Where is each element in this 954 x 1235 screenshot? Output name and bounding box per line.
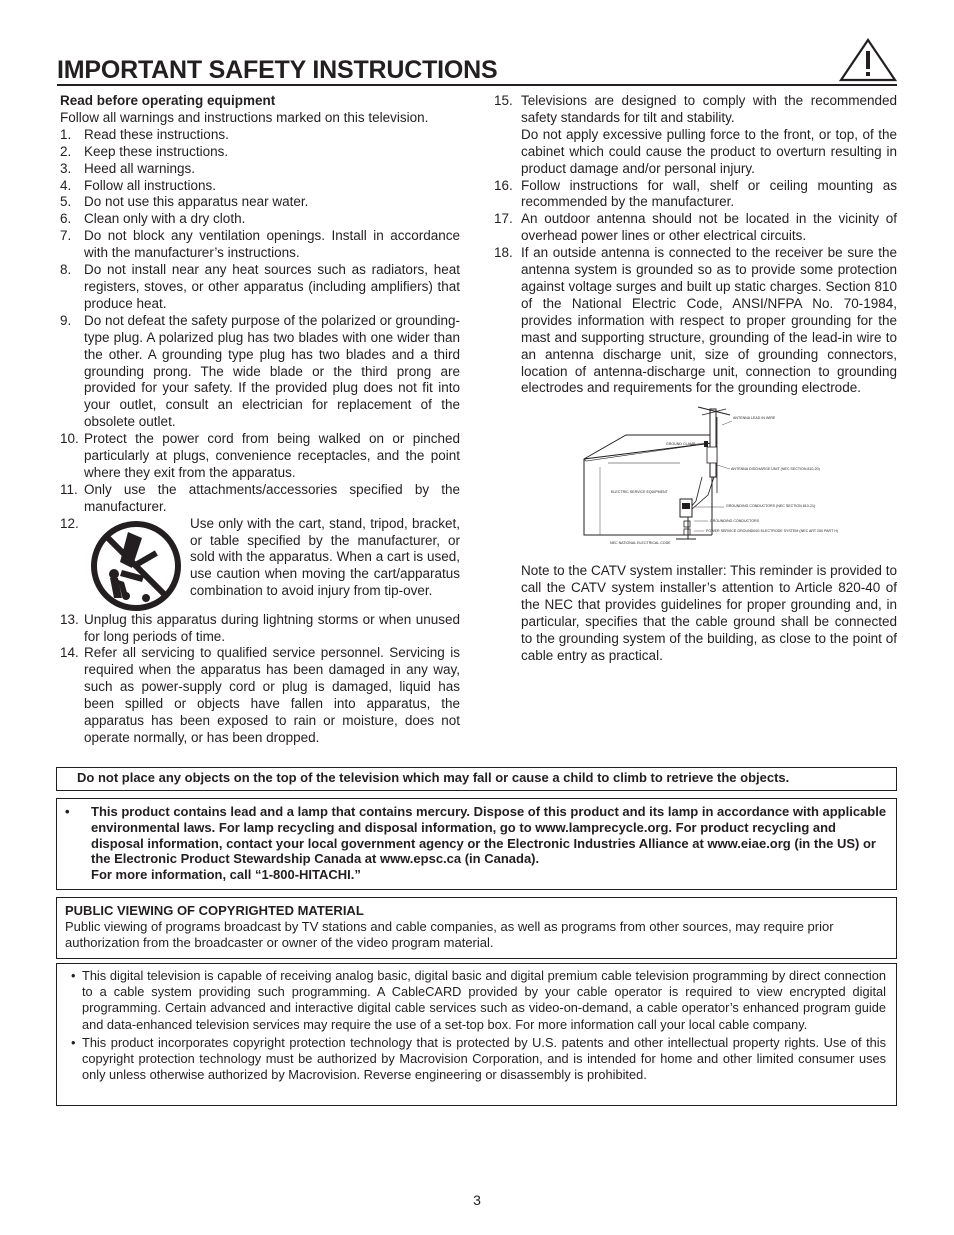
item-number: 2.: [60, 143, 72, 159]
list-item: [60, 127, 460, 144]
list-item: [60, 313, 460, 431]
instruction-list-left-2: [60, 612, 460, 747]
list-item: [60, 144, 460, 161]
item-text: If an outside antenna is connected to the receiver be sure the antenna system is grounded so as to provide some protection against voltage surges and built up static charges. Section 810 of the National Electric Code, ANSI/NFPA No. 70-1984, provides information with respect to proper grounding for the mast and supporting structure, grounding of the lead-in wire to an antenna discharge unit, size of grounding connectors, location of antenna-discharge unit, connection to grounding electrodes and requirements for the grounding electrode.: [521, 245, 897, 396]
item-number: 11.: [60, 481, 78, 497]
bullet-row: [63, 804, 888, 883]
top-objects-warning-box: [56, 767, 897, 791]
item-number: 14.: [60, 645, 79, 661]
public-viewing-text: Public viewing of programs broadcast by TV stations and cable companies, as well as programs from other sources, may require prior authorization from the broadcaster or owner of the video program material.: [65, 918, 834, 950]
list-item: [60, 612, 460, 646]
item-text: Use only with the cart, stand, tripod, bracket, or table specified by the manufacturer, or sold with the apparatus. When a cart is used, use caution when moving the cart/apparatus combination to avoid injury from tip-over.: [190, 515, 460, 599]
diagram-label-nec: NEC NATIONAL ELECTRICAL CODE: [610, 541, 671, 546]
item-text: Clean only with a dry cloth.: [84, 211, 246, 227]
bullet: •: [71, 968, 76, 983]
intro-text: Follow all warnings and instructions marked on this television.: [60, 109, 429, 125]
list-item: [60, 228, 460, 262]
item-number: 15.: [494, 93, 513, 108]
notice-text: [91, 804, 888, 883]
catv-installer-note: Note to the CATV system installer: This reminder is provided to call the CATV system installer’s attention to Article 820-40 of the NEC that provides guidelines for proper grounding and, in particular, specifies that the cable ground shall be connected to the grounding system of the building, as close to the point of cable entry as practical.: [521, 563, 897, 663]
page-number: 3: [473, 1192, 481, 1208]
item-number: 4.: [60, 177, 72, 193]
antenna-grounding-diagram: [580, 403, 838, 551]
warning-triangle-icon: [839, 38, 897, 82]
item-number: 8.: [60, 262, 72, 278]
item-text: Protect the power cord from being walked on or pinched particularly at plugs, convenience receptacles, and the point where they exit from the apparatus.: [84, 431, 460, 480]
list-item: [60, 178, 460, 195]
title-rule: [57, 84, 897, 86]
instruction-list-right: [494, 93, 897, 397]
item-text: An outdoor antenna should not be located in the vicinity of overhead power lines or other electrical circuits.: [521, 211, 897, 244]
item-text: Unplug this apparatus during lightning storms or when unused for long periods of time.: [84, 611, 460, 644]
notice-text: This product incorporates copyright protection technology that is protected by U.S. patents and other intellectual property rights. Use of this copyright protection technology must be authorized by Macrovision Corporation, and is intended for home and other limited consumer uses only unless otherwise authorized by Macrovision. Reverse engineering or disassembly is prohibited.: [82, 1034, 886, 1083]
item-text: [521, 93, 897, 178]
bullet: •: [65, 804, 70, 819]
item-text: Do not install near any heat sources such as radiators, heat registers, stoves, or other apparatus (including amplifiers) that produce heat.: [84, 262, 460, 311]
item-number: 7.: [60, 228, 72, 244]
diagram-label-antenna: ANTENNA LEAD IN WIRE: [733, 416, 776, 421]
item-text-para: Televisions are designed to comply with the recommended safety standards for tilt and stability.: [521, 93, 897, 125]
diagram-label-discharge-unit: ANTENNA DISCHARGE UNIT (NEC SECTION 810-20): [731, 467, 820, 472]
diagram-label-power-service: POWER SERVICE GROUNDING ELECTRODE SYSTEM (NEC ART 250 PART H): [706, 529, 838, 534]
list-item: [60, 431, 460, 482]
notice-text: Do not place any objects on the top of the television which may fall or cause a child to climb to retrieve the objects.: [77, 770, 790, 785]
bullet: •: [71, 1034, 76, 1050]
item-number: 17.: [494, 211, 513, 227]
list-item: [71, 1035, 886, 1084]
instruction-list-left: [60, 127, 460, 516]
lead-mercury-notice-box: [56, 798, 897, 890]
list-item: [494, 245, 897, 397]
item-text: Do not use this apparatus near water.: [84, 194, 309, 210]
item-number: 16.: [494, 177, 513, 193]
list-item: [494, 93, 897, 178]
public-viewing-heading: PUBLIC VIEWING OF COPYRIGHTED MATERIAL: [65, 903, 364, 918]
list-item: [60, 194, 460, 211]
item-text: Follow instructions for wall, shelf or ceiling mounting as recommended by the manufacturer.: [521, 177, 897, 210]
item-number: 12.: [60, 515, 79, 531]
item-number: 3.: [60, 160, 72, 176]
list-item: [494, 178, 897, 212]
item-number: 9.: [60, 312, 72, 328]
digital-tv-notice-box: [56, 963, 897, 1106]
notice-text: This digital television is capable of receiving analog basic, digital basic and digital premium cable television programming by direct connection to a cable system providing such programming. A CableCARD provided by your cable operator is required to view encrypted digital programming. Certain advanced and interactive digital cable services such as video-on-demand, a cable operator’s enhanced program guide and data-enhanced television services may require the use of a set-top box. For more information call your local cable company.: [82, 968, 886, 1032]
diagram-label-grounding-conductors: GROUNDING CONDUCTORS: [710, 519, 760, 524]
item-number: 5.: [60, 194, 72, 210]
intro-heading: Read before operating equipment: [60, 93, 276, 108]
item-number: 18.: [494, 245, 513, 261]
diagram-label-electric-service: ELECTRIC SERVICE EQUIPMENT: [611, 490, 668, 495]
diagram-label-grounding-conductors-nec: GROUNDING CONDUCTORS (NEC SECTION 810-21): [726, 504, 816, 509]
item-text: Follow all instructions.: [84, 177, 217, 193]
left-column: [60, 93, 460, 747]
item-text: Heed all warnings.: [84, 160, 196, 176]
page-title: IMPORTANT SAFETY INSTRUCTIONS: [57, 56, 498, 84]
list-item: [494, 211, 897, 245]
item-number: 10.: [60, 431, 79, 447]
item-text-para: Do not apply excessive pulling force to the front, or top, of the cabinet which could cause the product to overturn resulting in product damage and/or personal injury.: [521, 126, 897, 176]
cart-warning-item: [60, 516, 460, 612]
list-item: [60, 262, 460, 313]
item-number: 13.: [60, 611, 79, 627]
list-item: [60, 482, 460, 516]
list-item: [60, 211, 460, 228]
notice-text-main: This product contains lead and a lamp that contains mercury. Dispose of this product and its lamp in accordance with applicable environmental laws. For lamp recycling and disposal information, go to www.lamprecycle.org. For product recycling and disposal information, contact your local government agency or the Electronic Industries Alliance at www.eiae.org (in the US) or the Electronic Product Stewardship Canada at www.epsc.ca (in Canada).: [91, 804, 887, 867]
item-text: Read these instructions.: [84, 126, 229, 142]
list-item: [60, 161, 460, 178]
list-item: [60, 645, 460, 746]
list-item: [71, 968, 886, 1033]
item-text: Do not block any ventilation openings. Install in accordance with the manufacturer’s instructions.: [84, 228, 460, 261]
item-text: Keep these instructions.: [84, 143, 229, 159]
notice-text-call: For more information, call “1-800-HITACHI.”: [91, 867, 361, 883]
item-number: 1.: [60, 126, 72, 142]
diagram-label-ground-clamp: GROUND CLAMP: [666, 442, 696, 447]
item-text: Refer all servicing to qualified service personnel. Servicing is required when the apparatus has been damaged in any way, such as power-supply cord or plug is damaged, liquid has been spilled or objects have fallen into apparatus, the apparatus has been exposed to rain or moisture, does not operate normally, or has been dropped.: [84, 645, 460, 745]
right-column: [494, 93, 897, 665]
item-text: Only use the attachments/accessories specified by the manufacturer.: [84, 481, 460, 514]
item-number: 6.: [60, 211, 72, 227]
cart-tipover-icon: [84, 516, 190, 612]
item-text: Do not defeat the safety purpose of the polarized or grounding-type plug. A polarized plug has two blades with one wider than the other. A grounding type plug has two blades and a third grounding prong. The wide blade or the third prong are provided for your safety. If the provided plug does not fit into your outlet, consult an electrician for replacement of the obsolete outlet.: [84, 312, 460, 430]
public-viewing-box: [56, 897, 897, 959]
